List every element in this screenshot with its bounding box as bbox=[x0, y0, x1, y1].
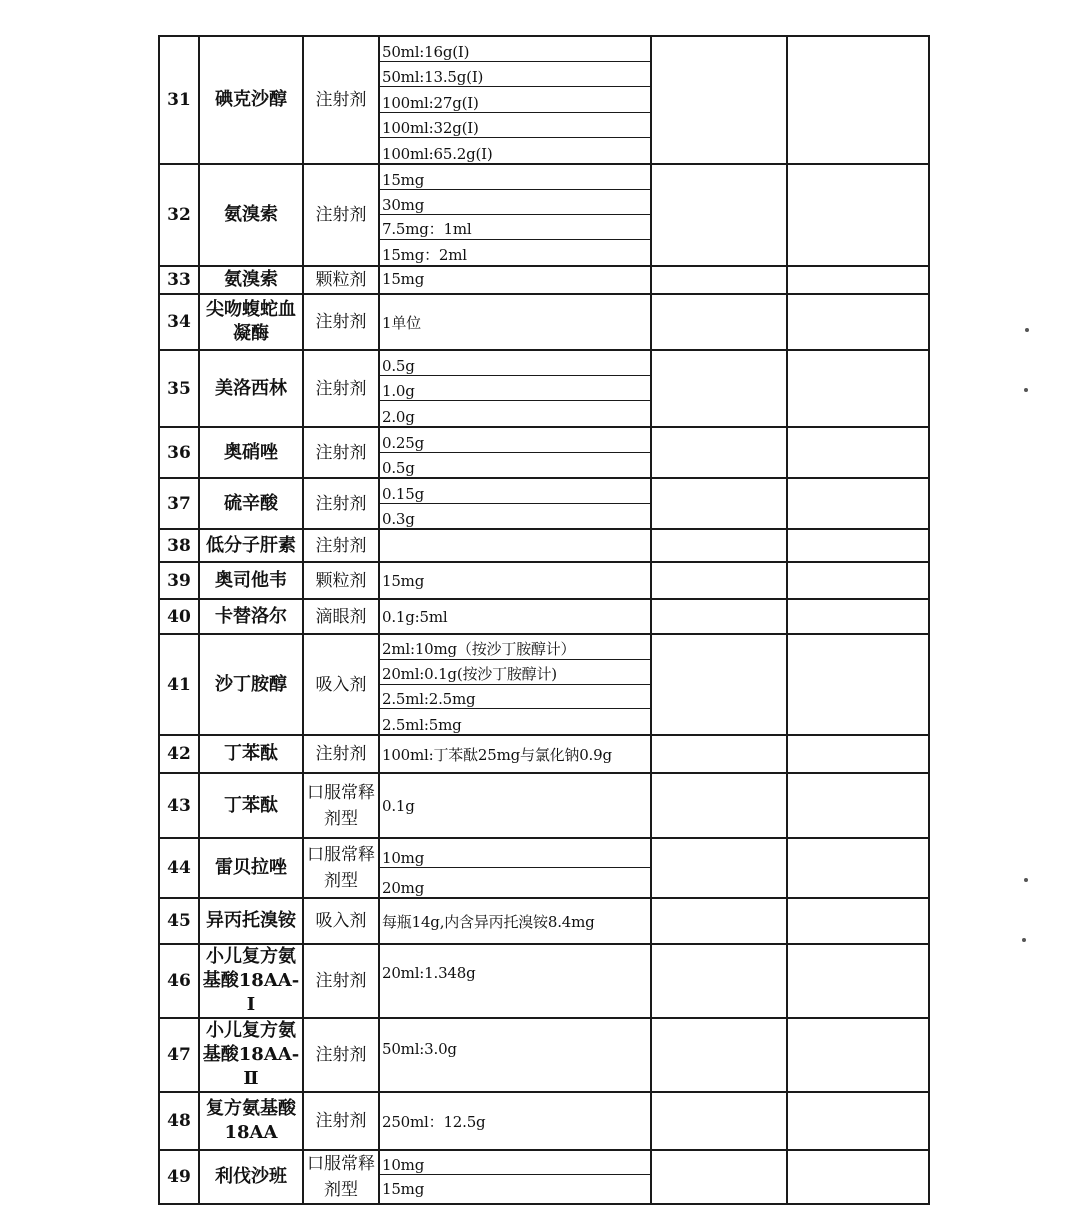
spec-line: 0.1g bbox=[382, 796, 415, 815]
spec-line: 50ml:16g(I) bbox=[380, 37, 650, 62]
row-number: 39 bbox=[159, 562, 199, 599]
drug-name: 卡替洛尔 bbox=[199, 599, 303, 634]
blank-cell bbox=[787, 266, 929, 294]
spec-line: 0.1g:5ml bbox=[382, 607, 448, 626]
blank-cell bbox=[651, 634, 787, 735]
spec-cell bbox=[379, 634, 651, 735]
spec-cell bbox=[379, 773, 651, 838]
dosage-form: 颗粒剂 bbox=[303, 266, 379, 294]
table-row bbox=[159, 1092, 929, 1150]
table-row bbox=[159, 599, 929, 634]
blank-cell bbox=[651, 944, 787, 1018]
table-row bbox=[159, 898, 929, 944]
table-row bbox=[159, 944, 929, 1018]
blank-cell bbox=[651, 599, 787, 634]
spec-line: 10mg bbox=[380, 839, 650, 868]
spec-line: 30mg bbox=[380, 190, 650, 215]
drug-name: 丁苯酞 bbox=[199, 773, 303, 838]
dosage-form: 注射剂 bbox=[303, 36, 379, 164]
table-row bbox=[159, 427, 929, 478]
dosage-form: 颗粒剂 bbox=[303, 562, 379, 599]
row-number: 36 bbox=[159, 427, 199, 478]
blank-cell bbox=[787, 944, 929, 1018]
row-number: 45 bbox=[159, 898, 199, 944]
blank-cell bbox=[651, 838, 787, 898]
spec-cell bbox=[379, 294, 651, 350]
drug-name: 小儿复方氨基酸18AA-Ⅱ bbox=[199, 1018, 303, 1092]
blank-cell bbox=[787, 478, 929, 529]
drug-name: 复方氨基酸18AA bbox=[199, 1092, 303, 1150]
table-row bbox=[159, 294, 929, 350]
table-row bbox=[159, 164, 929, 266]
blank-cell bbox=[787, 898, 929, 944]
blank-cell bbox=[787, 294, 929, 350]
drug-name: 异丙托溴铵 bbox=[199, 898, 303, 944]
drug-name: 雷贝拉唑 bbox=[199, 838, 303, 898]
table-row bbox=[159, 1018, 929, 1092]
blank-cell bbox=[651, 1092, 787, 1150]
spec-line: 10mg bbox=[380, 1151, 650, 1175]
drug-name: 美洛西林 bbox=[199, 350, 303, 427]
table-row bbox=[159, 773, 929, 838]
row-number: 34 bbox=[159, 294, 199, 350]
drug-list-table bbox=[158, 35, 924, 1200]
blank-cell bbox=[651, 427, 787, 478]
spec-line: 2.5ml:5mg bbox=[382, 716, 462, 734]
scan-speck bbox=[1024, 388, 1028, 392]
spec-cell bbox=[379, 898, 651, 944]
dosage-form: 口服常释剂型 bbox=[303, 1150, 379, 1204]
spec-line: 250ml：12.5g bbox=[382, 1112, 486, 1131]
blank-cell bbox=[651, 1018, 787, 1092]
blank-cell bbox=[651, 294, 787, 350]
table-row bbox=[159, 529, 929, 562]
row-number: 49 bbox=[159, 1150, 199, 1204]
spec-line: 100ml:32g(I) bbox=[380, 113, 650, 138]
row-number: 31 bbox=[159, 36, 199, 164]
dosage-form: 吸入剂 bbox=[303, 898, 379, 944]
drug-table bbox=[158, 35, 930, 1205]
spec-cell bbox=[379, 1092, 651, 1150]
drug-name: 利伐沙班 bbox=[199, 1150, 303, 1204]
blank-cell bbox=[651, 350, 787, 427]
blank-cell bbox=[787, 562, 929, 599]
table-row bbox=[159, 838, 929, 898]
spec-line: 15mg：2ml bbox=[382, 246, 467, 264]
spec-cell bbox=[379, 478, 651, 529]
table-row bbox=[159, 634, 929, 735]
drug-name: 氨溴索 bbox=[199, 266, 303, 294]
drug-name: 低分子肝素 bbox=[199, 529, 303, 562]
spec-line: 0.25g bbox=[380, 428, 650, 453]
dosage-form: 注射剂 bbox=[303, 294, 379, 350]
dosage-form: 口服常释剂型 bbox=[303, 838, 379, 898]
blank-cell bbox=[787, 1150, 929, 1204]
blank-cell bbox=[787, 838, 929, 898]
spec-line: 0.5g bbox=[382, 459, 415, 477]
spec-line: 2.0g bbox=[382, 408, 415, 426]
row-number: 38 bbox=[159, 529, 199, 562]
spec-line bbox=[380, 530, 650, 561]
spec-line: 50ml:13.5g(I) bbox=[380, 62, 650, 87]
spec-line: 0.15g bbox=[380, 479, 650, 504]
spec-line: 50ml:3.0g bbox=[382, 1040, 457, 1058]
row-number: 48 bbox=[159, 1092, 199, 1150]
blank-cell bbox=[787, 773, 929, 838]
spec-cell bbox=[379, 36, 651, 164]
spec-line: 15mg bbox=[382, 270, 425, 288]
spec-line: 20ml:1.348g bbox=[382, 963, 476, 982]
blank-cell bbox=[651, 36, 787, 164]
blank-cell bbox=[787, 1092, 929, 1150]
drug-name: 尖吻蝮蛇血凝酶 bbox=[199, 294, 303, 350]
blank-cell bbox=[787, 350, 929, 427]
spec-cell bbox=[379, 944, 651, 1018]
spec-cell bbox=[379, 1150, 651, 1204]
spec-line: 20ml:0.1g(按沙丁胺醇计) bbox=[380, 660, 650, 685]
blank-cell bbox=[651, 1150, 787, 1204]
spec-line: 1单位 bbox=[382, 313, 421, 332]
blank-cell bbox=[651, 478, 787, 529]
dosage-form: 吸入剂 bbox=[303, 634, 379, 735]
spec-line: 15mg bbox=[382, 571, 425, 590]
spec-line: 1.0g bbox=[380, 376, 650, 401]
spec-cell bbox=[379, 164, 651, 266]
dosage-form: 注射剂 bbox=[303, 529, 379, 562]
spec-cell bbox=[379, 735, 651, 773]
dosage-form: 注射剂 bbox=[303, 1092, 379, 1150]
dosage-form: 注射剂 bbox=[303, 1018, 379, 1092]
row-number: 40 bbox=[159, 599, 199, 634]
spec-cell bbox=[379, 427, 651, 478]
table-row bbox=[159, 1150, 929, 1204]
spec-line: 每瓶14g,内含异丙托溴铵8.4mg bbox=[382, 912, 595, 931]
spec-line: 0.5g bbox=[380, 351, 650, 376]
dosage-form: 滴眼剂 bbox=[303, 599, 379, 634]
scan-speck bbox=[1024, 878, 1028, 882]
dosage-form: 注射剂 bbox=[303, 944, 379, 1018]
drug-name: 氨溴索 bbox=[199, 164, 303, 266]
drug-name: 沙丁胺醇 bbox=[199, 634, 303, 735]
spec-line: 100ml:丁苯酞25mg与氯化钠0.9g bbox=[382, 745, 612, 764]
table-row bbox=[159, 562, 929, 599]
drug-name: 碘克沙醇 bbox=[199, 36, 303, 164]
row-number: 46 bbox=[159, 944, 199, 1018]
dosage-form: 注射剂 bbox=[303, 427, 379, 478]
spec-cell bbox=[379, 350, 651, 427]
drug-name: 奥硝唑 bbox=[199, 427, 303, 478]
row-number: 42 bbox=[159, 735, 199, 773]
blank-cell bbox=[651, 266, 787, 294]
blank-cell bbox=[651, 898, 787, 944]
table-row bbox=[159, 478, 929, 529]
row-number: 43 bbox=[159, 773, 199, 838]
blank-cell bbox=[651, 529, 787, 562]
blank-cell bbox=[787, 529, 929, 562]
spec-line: 15mg bbox=[380, 165, 650, 190]
table-row bbox=[159, 350, 929, 427]
row-number: 41 bbox=[159, 634, 199, 735]
drug-name: 丁苯酞 bbox=[199, 735, 303, 773]
dosage-form: 注射剂 bbox=[303, 164, 379, 266]
spec-line: 15mg bbox=[382, 1180, 425, 1198]
table-row bbox=[159, 36, 929, 164]
row-number: 32 bbox=[159, 164, 199, 266]
spec-cell bbox=[379, 1018, 651, 1092]
spec-cell bbox=[379, 562, 651, 599]
spec-cell bbox=[379, 838, 651, 898]
spec-cell bbox=[379, 529, 651, 562]
blank-cell bbox=[787, 735, 929, 773]
dosage-form: 注射剂 bbox=[303, 735, 379, 773]
scan-speck bbox=[1022, 938, 1026, 942]
spec-cell bbox=[379, 599, 651, 634]
blank-cell bbox=[787, 36, 929, 164]
drug-name: 小儿复方氨基酸18AA-Ⅰ bbox=[199, 944, 303, 1018]
blank-cell bbox=[651, 735, 787, 773]
blank-cell bbox=[787, 1018, 929, 1092]
drug-name: 奥司他韦 bbox=[199, 562, 303, 599]
scan-speck bbox=[1025, 328, 1029, 332]
spec-line: 100ml:65.2g(I) bbox=[382, 144, 493, 163]
table-row bbox=[159, 735, 929, 773]
spec-line: 2ml:10mg（按沙丁胺醇计） bbox=[380, 635, 650, 660]
spec-line: 100ml:27g(I) bbox=[380, 87, 650, 112]
row-number: 44 bbox=[159, 838, 199, 898]
blank-cell bbox=[651, 562, 787, 599]
row-number: 33 bbox=[159, 266, 199, 294]
spec-cell bbox=[379, 266, 651, 294]
blank-cell bbox=[787, 164, 929, 266]
row-number: 37 bbox=[159, 478, 199, 529]
spec-line: 7.5mg：1ml bbox=[380, 215, 650, 240]
blank-cell bbox=[651, 773, 787, 838]
row-number: 35 bbox=[159, 350, 199, 427]
blank-cell bbox=[787, 634, 929, 735]
dosage-form: 注射剂 bbox=[303, 350, 379, 427]
table-body bbox=[159, 36, 929, 1204]
blank-cell bbox=[787, 599, 929, 634]
table-row bbox=[159, 266, 929, 294]
dosage-form: 口服常释剂型 bbox=[303, 773, 379, 838]
spec-line: 2.5ml:2.5mg bbox=[380, 685, 650, 710]
spec-line: 0.3g bbox=[382, 510, 415, 528]
spec-line: 20mg bbox=[382, 879, 425, 897]
drug-name: 硫辛酸 bbox=[199, 478, 303, 529]
blank-cell bbox=[651, 164, 787, 266]
blank-cell bbox=[787, 427, 929, 478]
dosage-form: 注射剂 bbox=[303, 478, 379, 529]
row-number: 47 bbox=[159, 1018, 199, 1092]
